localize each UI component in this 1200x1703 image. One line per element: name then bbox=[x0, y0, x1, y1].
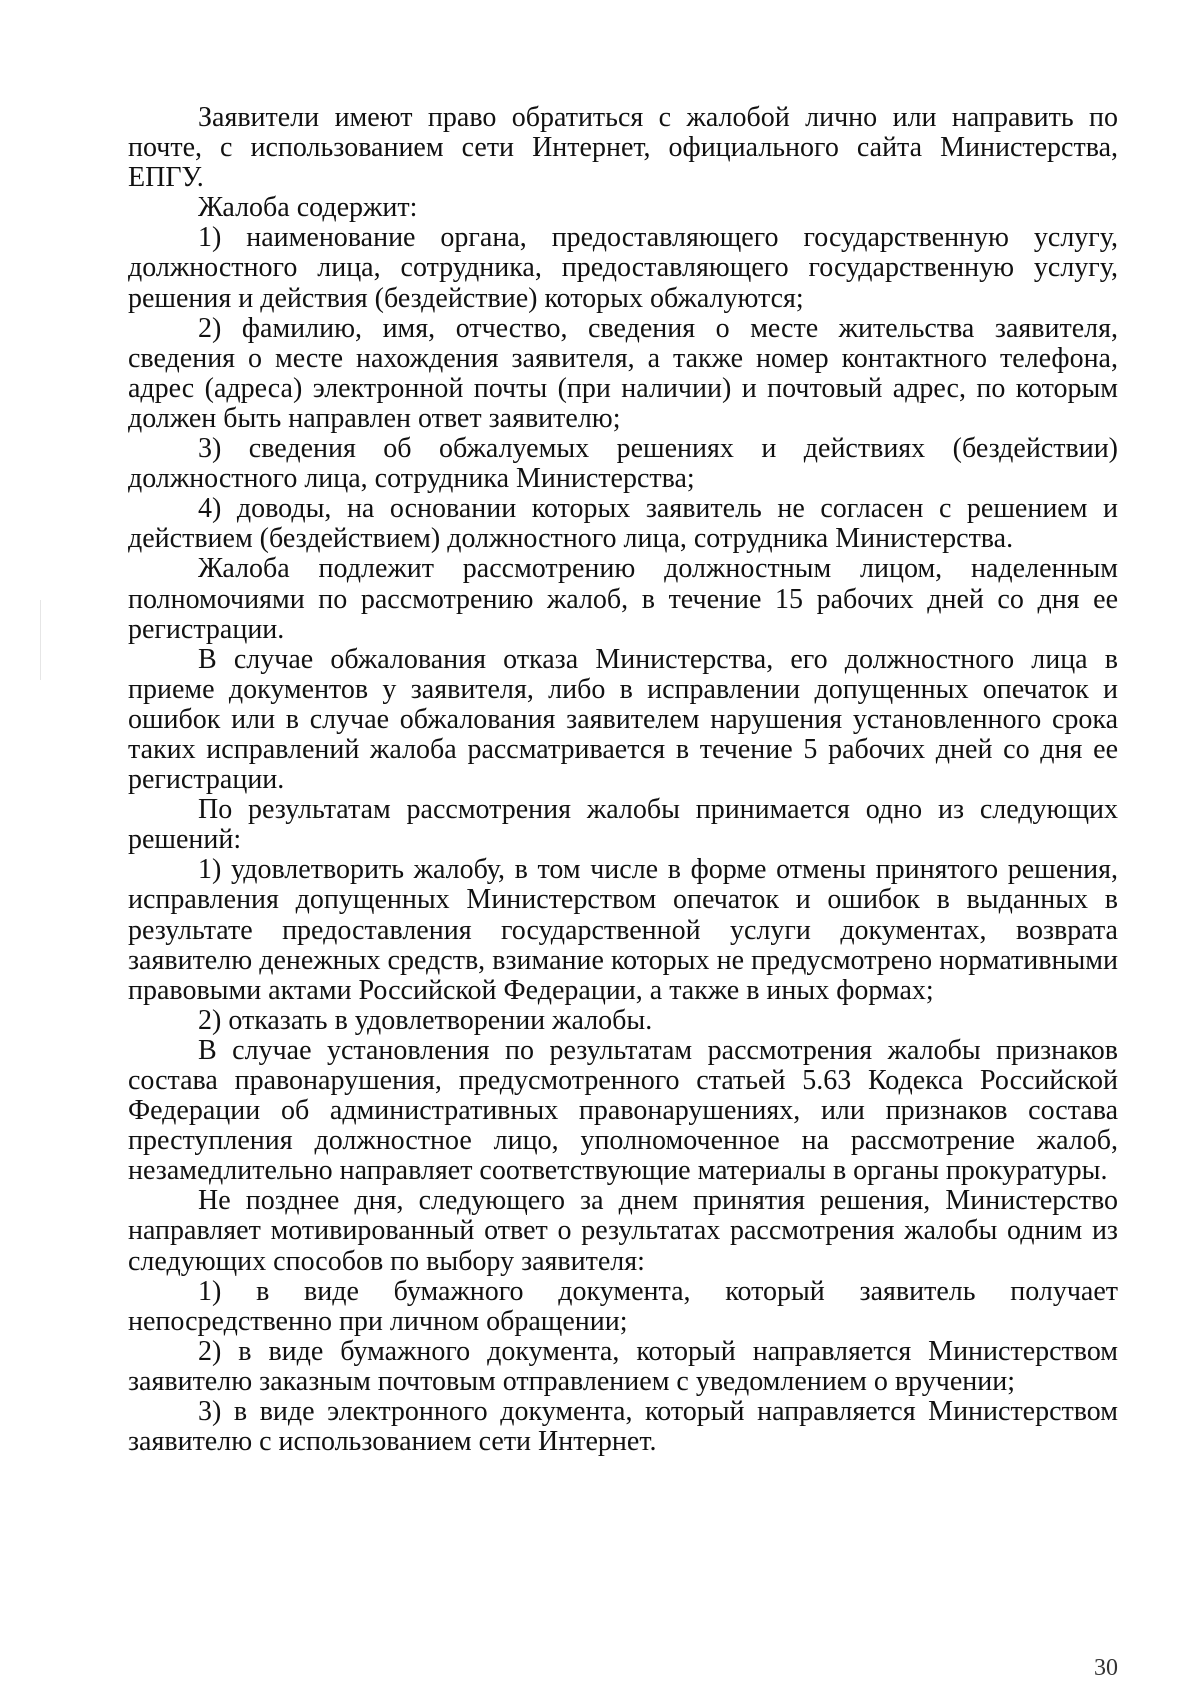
paragraph-offense-referral: В случае установления по результатам рассмотрения жалобы признаков состава правонарушения, предусмотренного статьей 5.63 Кодекса Российской Федерации об административных правонарушениях, или признаков состава преступления должностное лицо, уполномоченное на рассмотрение жалоб, незамедлительно направляет соответствующие материалы в органы прокуратуры. bbox=[128, 1034, 1118, 1187]
paragraph-response-method-3: 3) в виде электронного документа, который направляется Министерством заявителю с использованием сети Интернет. bbox=[128, 1396, 1118, 1458]
scan-edge-mark bbox=[40, 600, 41, 680]
paragraph-complaint-contents-heading: Жалоба содержит: bbox=[198, 192, 418, 224]
paragraph-contents-item-4: 4) доводы, на основании которых заявитель не согласен с решением и действием (бездействием) должностного лица, сотрудника Министерства. bbox=[128, 493, 1118, 555]
paragraph-response-methods-heading: Не позднее дня, следующего за днем принятия решения, Министерство направляет мотивированный ответ о результатах рассмотрения жалобы одним из следующих способов по выбору заявителя: bbox=[128, 1185, 1118, 1277]
paragraph-contents-item-3: 3) сведения об обжалуемых решениях и действиях (бездействии) должностного лица, сотрудника Министерства; bbox=[128, 433, 1118, 495]
paragraph-decision-1: 1) удовлетворить жалобу, в том числе в форме отмены принятого решения, исправления допущенных Министерством опечаток и ошибок в выданных в результате предоставления государственной услуги документах, возврата заявителю денежных средств, взимание которых не предусмотрено нормативными правовыми актами Российской Федерации, а также в иных формах; bbox=[128, 854, 1118, 1006]
paragraph-filing-methods: Заявители имеют право обратиться с жалобой лично или направить по почте, с использованием сети Интернет, официального сайта Министерства, ЕПГУ. bbox=[128, 102, 1118, 194]
document-body bbox=[128, 103, 1118, 1457]
paragraph-response-method-2: 2) в виде бумажного документа, который направляется Министерством заявителю заказным почтовым отправлением с уведомлением о вручении; bbox=[128, 1335, 1118, 1397]
paragraph-decisions-heading: По результатам рассмотрения жалобы принимается одно из следующих решений: bbox=[128, 794, 1118, 856]
paragraph-refusal-review: В случае обжалования отказа Министерства, его должностного лица в приеме документов у заявителя, либо в исправлении допущенных опечаток и ошибок или в случае обжалования заявителем нарушения установленного срока таких исправлений жалоба рассматривается в течение 5 рабочих дней со дня ее регистрации. bbox=[128, 643, 1118, 796]
paragraph-response-method-1: 1) в виде бумажного документа, который заявитель получает непосредственно при личном обращении; bbox=[128, 1275, 1118, 1337]
paragraph-contents-item-2: 2) фамилию, имя, отчество, сведения о месте жительства заявителя, сведения о месте нахождения заявителя, а также номер контактного телефона, адрес (адреса) электронной почты (при наличии) и почтовый адрес, по которым должен быть направлен ответ заявителю; bbox=[128, 312, 1118, 434]
page-number: 30 bbox=[1094, 1655, 1118, 1681]
paragraph-contents-item-1: 1) наименование органа, предоставляющего государственную услугу, должностного лица, сотрудника, предоставляющего государственную услугу, решения и действия (бездействие) которых обжалуются; bbox=[128, 222, 1118, 314]
paragraph-decision-2: 2) отказать в удовлетворении жалобы. bbox=[198, 1004, 653, 1036]
paragraph-review-deadline: Жалоба подлежит рассмотрению должностным лицом, наделенным полномочиями по рассмотрению жалоб, в течение 15 рабочих дней со дня ее регистрации. bbox=[128, 553, 1118, 645]
